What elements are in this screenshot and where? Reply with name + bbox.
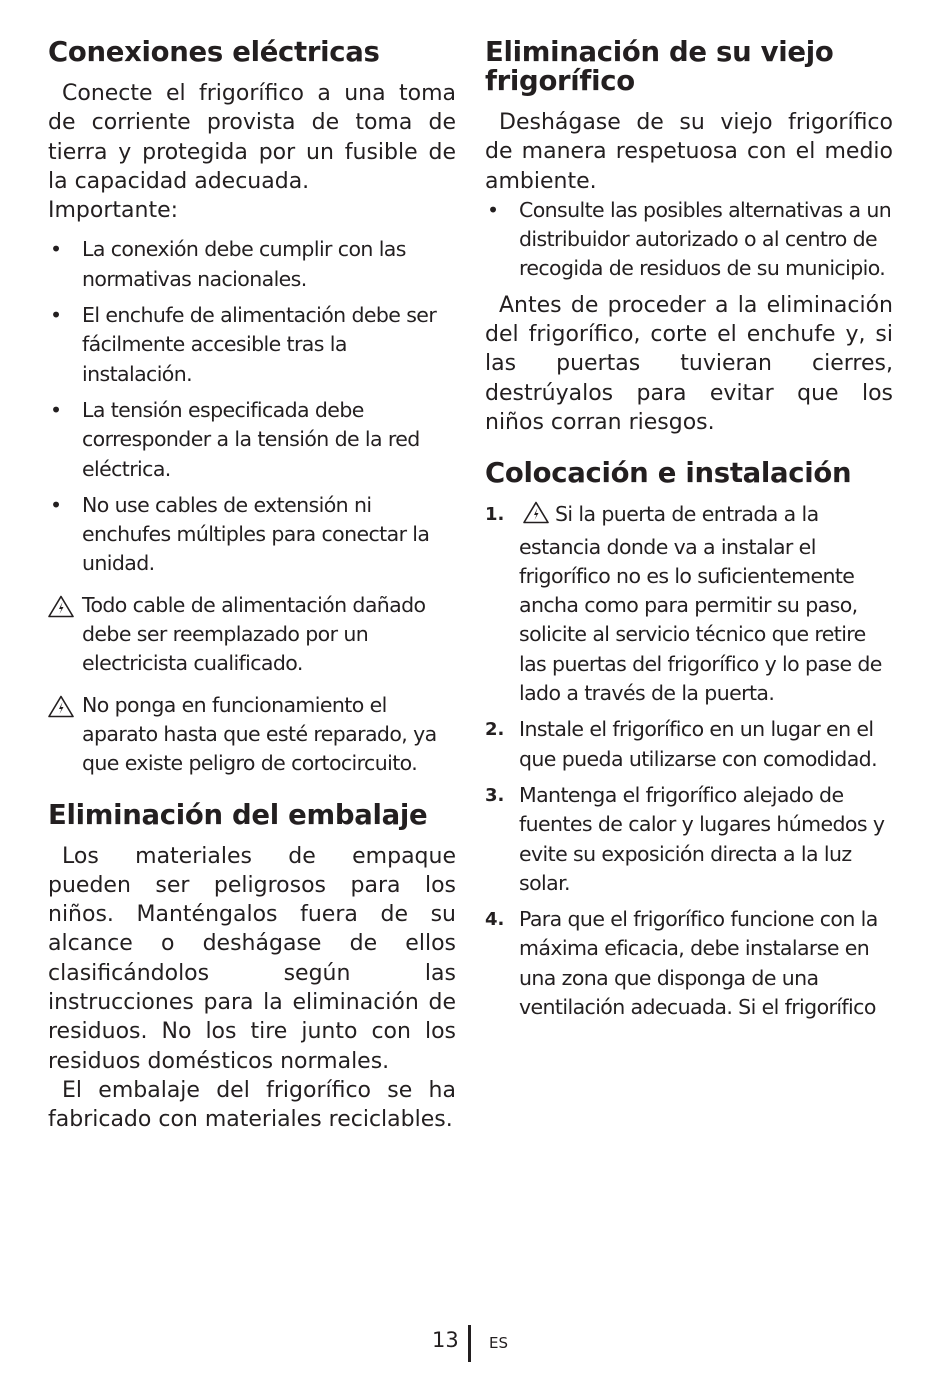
list-item: • Consulte las posibles alternativas a un distribuidor autorizado o al centro de recogida de residuos de su municipio. (487, 197, 892, 281)
packaging-paragraph: Los materiales de empaque pueden ser peligrosos para los niños. Manténgalos fuera de su alcance o deshágase de ellos clasificándolos según las instrucciones para la eliminación de residuos. No los tire junto con los residuos domésticos normales. (48, 843, 456, 1074)
important-label: Importante: (48, 198, 179, 224)
packaging-paragraph: El embalaje del frigorífico se ha fabricado con materiales reciclables. (48, 1077, 456, 1133)
language-code: ES (489, 1334, 508, 1352)
page-footer (0, 1325, 950, 1365)
list-item: • El enchufe de alimentación debe ser fácilmente accesible tras la instalación. (50, 303, 437, 386)
bullet-dot: • (50, 397, 62, 422)
list-item: 2. Instale el frigorífico en un lugar en el que pueda utilizarse con comodidad. (485, 717, 877, 771)
warning-triangle-icon (48, 595, 74, 626)
disposal-paragraph: Antes de proceder a la eliminación del frigorífico, corte el enchufe y, si las puertas tuvieran cierres, destrúyalos para evitar que los niños corran riesgos. (485, 292, 893, 435)
step-number: 3. (485, 784, 505, 806)
list-item: • La tensión especificada debe corresponder a la tensión de la red eléctrica. (50, 397, 420, 481)
bullet-dot: • (50, 303, 62, 328)
list-item: • No use cables de extensión ni enchufes múltiples para conectar la unidad. (50, 492, 430, 576)
section-title-electrical: Conexiones eléctricas (48, 36, 380, 68)
bullet-dot: • (50, 492, 62, 517)
disposal-intro: Deshágase de su viejo frigorífico de manera respetuosa con el medio ambiente. (485, 110, 893, 194)
list-item: 1. Si la puerta de entrada a la estancia donde va a instalar el frigorífico no es lo suficientemente ancha como para permitir su paso, solicite al servicio técnico que retire las puertas del frigorífico y lo pase de lado a través de la puerta. (485, 502, 882, 706)
list-item: 4. Para que el frigorífico funcione con la máxima eficacia, debe instalarse en una zona que disponga de una ventilación adecuada. Si el frigorífico (485, 907, 878, 1020)
warning-note: Todo cable de alimentación dañado debe ser reemplazado por un electricista cualificado. (48, 591, 456, 679)
right-column (485, 38, 893, 1029)
section-title-placement: Colocación e instalación (485, 457, 852, 490)
section-title-packaging: Eliminación del embalaje (48, 798, 428, 831)
step-number: 4. (485, 909, 505, 931)
bullet-dot: • (487, 197, 499, 222)
warning-triangle-icon (48, 695, 74, 726)
placement-step-list (485, 500, 893, 1022)
section-title-disposal: Eliminación de su viejo frigorífico (485, 36, 834, 97)
left-column (48, 38, 456, 1135)
step-number: 1. (485, 504, 505, 526)
disposal-bullet-list (485, 196, 893, 284)
electrical-intro: Conecte el frigorífico a una toma de corriente provista de toma de tierra y protegida por un fusible de la capacidad adecuada. (48, 81, 456, 194)
list-item: 3. Mantenga el frigorífico alejado de fuentes de calor y lugares húmedos y evite su exposición directa a la luz solar. (485, 782, 885, 895)
warning-triangle-icon (523, 501, 549, 532)
step-number: 2. (485, 719, 505, 741)
footer-divider (468, 1325, 471, 1362)
list-item: • La conexión debe cumplir con las normativas nacionales. (50, 237, 406, 291)
warning-note: No ponga en funcionamiento el aparato hasta que esté reparado, ya que existe peligro de cortocircuito. (48, 691, 456, 779)
electrical-bullet-list (48, 235, 456, 578)
page-number: 13 (432, 1328, 459, 1352)
bullet-dot: • (50, 237, 62, 262)
